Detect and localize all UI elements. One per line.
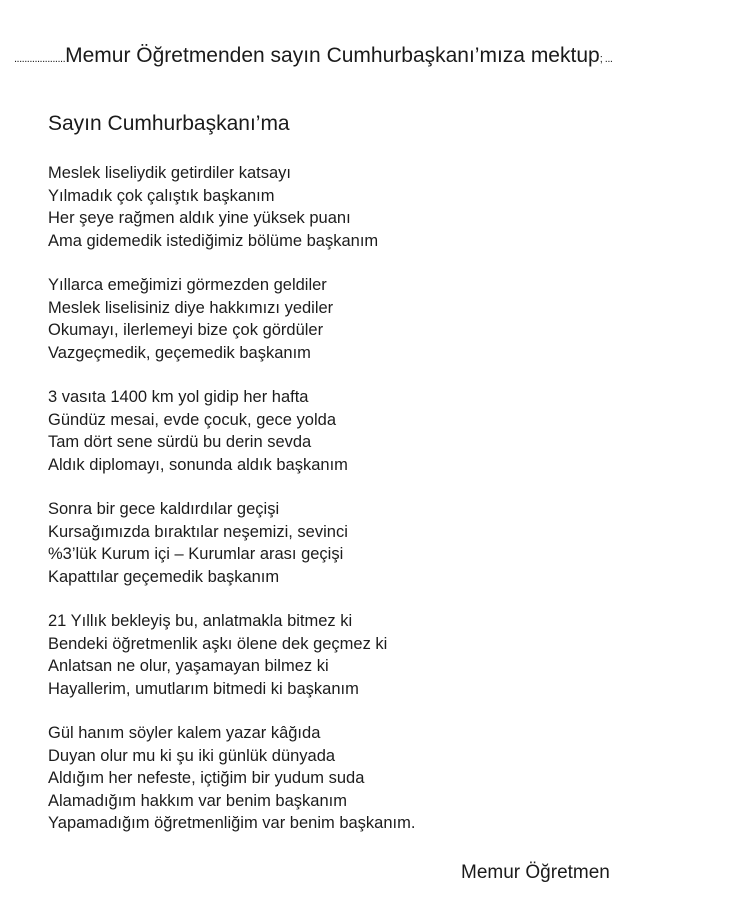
poem-line: 21 Yıllık bekleyiş bu, anlatmakla bitmez ki: [48, 612, 353, 630]
stanza-4: [48, 498, 708, 588]
poem-line: Tam dört sene sürdü bu derin sevda: [48, 433, 312, 451]
poem-body: [48, 162, 708, 857]
poem-line: Yapamadığım öğretmenliğim var benim başkanım.: [48, 814, 416, 832]
poem-line: Meslek liseliydik getirdiler katsayı: [48, 164, 291, 182]
poem-line: Aldık diplomayı, sonunda aldık başkanım: [48, 455, 348, 474]
poem-line: Bendeki öğretmenlik aşkı ölene dek geçmez ki: [48, 634, 388, 653]
poem-line: Aldığım her nefeste, içtiğim bir yudum suda: [48, 769, 365, 787]
stanza-2: [48, 274, 708, 364]
poem-line: Yılmadık çok çalıştık başkanım: [48, 186, 275, 205]
stanza-6: [48, 722, 708, 835]
stanza-1: [48, 162, 708, 252]
poem-line: Alamadığım hakkım var benim başkanım: [48, 791, 347, 810]
poem-line: 3 vasıta 1400 km yol gidip her hafta: [48, 388, 309, 406]
stanza-5: [48, 610, 708, 700]
poem-line: Sonra bir gece kaldırdılar geçişi: [48, 500, 280, 518]
signature: Memur Öğretmen: [461, 862, 610, 883]
header-trailing: ; ...: [599, 53, 613, 65]
poem-line: Gül hanım söyler kalem yazar kâğıda: [48, 724, 321, 742]
poem-line: Vazgeçmedik, geçemedik başkanım: [48, 343, 311, 362]
poem-line: Ama gidemedik istediğimiz bölüme başkanım: [48, 231, 379, 250]
header-leading-dots: ....................: [14, 53, 66, 65]
poem-line: Her şeye rağmen aldık yine yüksek puanı: [48, 209, 351, 227]
header-text: Memur Öğretmenden sayın Cumhurbaşkanı’mıza mektup: [65, 44, 600, 67]
poem-line: Duyan olur mu ki şu iki günlük dünyada: [48, 746, 336, 765]
poem-line: Okumayı, ilerlemeyi bize çok gördüler: [48, 321, 324, 339]
letter-salutation: Sayın Cumhurbaşkanı’ma: [48, 112, 290, 135]
poem-line: Gündüz mesai, evde çocuk, gece yolda: [48, 410, 337, 429]
poem-line: Hayallerim, umutlarım bitmedi ki başkanım: [48, 679, 359, 698]
poem-line: %3’lük Kurum içi – Kurumlar arası geçişi: [48, 545, 344, 563]
poem-line: Anlatsan ne olur, yaşamayan bilmez ki: [48, 657, 329, 675]
poem-line: Kursağımızda bıraktılar neşemizi, sevinci: [48, 522, 348, 541]
poem-line: Yıllarca emeğimizi görmezden geldiler: [48, 276, 327, 294]
stanza-3: [48, 386, 708, 476]
document-header: [14, 44, 741, 68]
poem-line: Meslek liselisiniz diye hakkımızı yediler: [48, 298, 334, 317]
poem-line: Kapattılar geçemedik başkanım: [48, 567, 280, 586]
